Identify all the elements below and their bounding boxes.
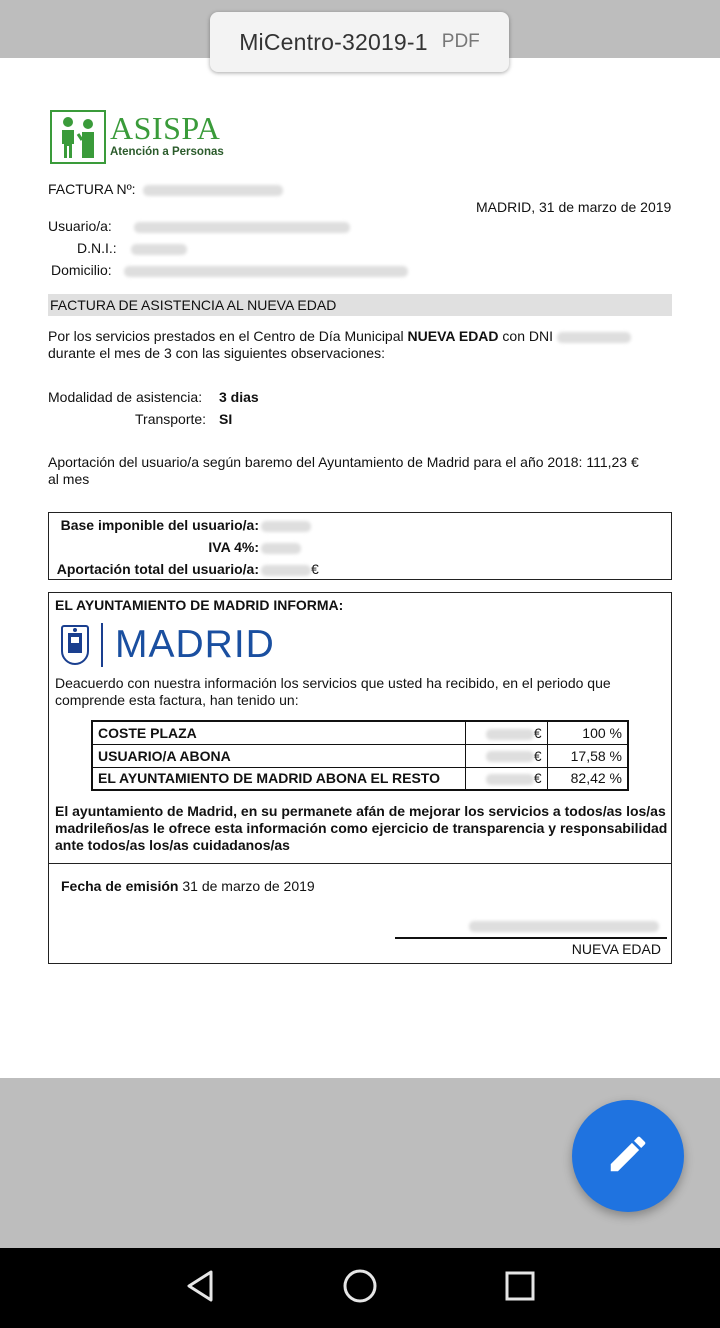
- totals-box: [48, 512, 672, 580]
- signature-line: [395, 937, 667, 939]
- row-percent: 100 %: [547, 721, 628, 744]
- city-info-box: [48, 592, 672, 964]
- recents-button[interactable]: [500, 1268, 540, 1308]
- total-value: [261, 561, 319, 578]
- base-value: [261, 517, 311, 534]
- asispa-logo-tagline: Atención a Personas: [110, 146, 224, 158]
- city-intro-line-1: Deacuerdo con nuestra información los servicios que usted ha recibido, en el periodo que: [55, 675, 611, 691]
- madrid-logo: [61, 623, 301, 667]
- iva-label: IVA 4%:: [208, 539, 259, 555]
- euro-sign: €: [533, 770, 542, 787]
- modality-value: 3 dias: [219, 389, 259, 405]
- redacted-amount: [486, 751, 534, 762]
- statement-line-3: ante todos/as los/as cuidadanos/as: [55, 837, 290, 853]
- document-title-chip[interactable]: [210, 12, 509, 72]
- row-amount: [465, 744, 547, 767]
- table-row: [92, 721, 628, 744]
- madrid-crest-icon: [61, 625, 89, 665]
- redacted-invoice-number: [143, 185, 283, 196]
- euro-sign: €: [311, 561, 319, 577]
- redacted-iva: [261, 543, 301, 554]
- statement-line-2: madrileños/as le ofrece esta información como ejercicio de transparencia y responsabilidad: [55, 820, 668, 836]
- iva-value: [261, 539, 301, 556]
- base-label: Base imponible del usuario/a:: [60, 517, 259, 533]
- back-button[interactable]: [180, 1268, 220, 1308]
- dni-row: [77, 240, 187, 257]
- redacted-address: [124, 266, 408, 277]
- redacted-user-name: [134, 222, 350, 233]
- intro-text: Por los servicios prestados en el Centro de Día Municipal: [48, 328, 408, 344]
- city-info-heading: EL AYUNTAMIENTO DE MADRID INFORMA:: [55, 597, 344, 613]
- asispa-figures-icon: [50, 110, 106, 164]
- madrid-logo-text: MADRID: [115, 623, 275, 666]
- row-label: EL AYUNTAMIENTO DE MADRID ABONA EL RESTO: [92, 767, 465, 790]
- issue-date-row: [61, 878, 315, 895]
- intro-line-2: durante el mes de 3 con las siguientes observaciones:: [48, 345, 385, 361]
- user-label: Usuario/a:: [48, 218, 112, 234]
- address-row: [51, 262, 408, 279]
- row-amount: [465, 767, 547, 790]
- euro-sign: €: [533, 724, 542, 741]
- back-triangle-icon: [183, 1269, 217, 1308]
- asispa-logo-name: ASISPA: [110, 110, 221, 146]
- redacted-signatory: [469, 921, 659, 932]
- issue-label: Fecha de emisión: [61, 878, 179, 894]
- invoice-number-row: [48, 181, 283, 198]
- dni-label: D.N.I.:: [77, 240, 117, 256]
- city-intro-line-2: comprende esta factura, han tenido un:: [55, 692, 299, 708]
- box-divider: [49, 863, 671, 864]
- statement-line-1: El ayuntamiento de Madrid, en su permanete afán de mejorar los servicios a todos/as los/as: [55, 803, 666, 819]
- redacted-dni: [131, 244, 187, 255]
- edit-pencil-icon: [605, 1131, 651, 1182]
- row-label: COSTE PLAZA: [92, 721, 465, 744]
- signature-org: NUEVA EDAD: [571, 941, 661, 957]
- redacted-amount: [486, 774, 534, 785]
- transport-value: SI: [219, 411, 233, 427]
- intro-line-1: [48, 328, 631, 345]
- row-percent: 17,58 %: [547, 744, 628, 767]
- issue-date: 31 de marzo de 2019: [182, 878, 315, 894]
- edit-fab-button[interactable]: [572, 1100, 684, 1212]
- row-amount: [465, 721, 547, 744]
- transport-label: Transporte:: [135, 411, 207, 427]
- center-name: NUEVA EDAD: [407, 328, 499, 344]
- user-row: [48, 218, 350, 235]
- asispa-logo: [50, 110, 230, 164]
- pdf-page: [0, 58, 720, 1078]
- row-percent: 82,42 %: [547, 767, 628, 790]
- services-table: [91, 720, 629, 791]
- redacted-base: [261, 521, 311, 532]
- modality-label: Modalidad de asistencia:: [48, 389, 203, 405]
- redacted-amount: [486, 729, 534, 740]
- row-label: USUARIO/A ABONA: [92, 744, 465, 767]
- invoice-number-label: FACTURA Nº:: [48, 181, 136, 197]
- contribution-line-2: al mes: [48, 471, 90, 487]
- recents-square-icon: [504, 1270, 536, 1307]
- redacted-dni-inline: [557, 332, 631, 343]
- section-title: FACTURA DE ASISTENCIA AL NUEVA EDAD: [48, 294, 672, 316]
- file-name: MiCentro-32019-1: [239, 28, 428, 55]
- madrid-logo-divider: [101, 623, 103, 667]
- euro-sign: €: [533, 747, 542, 764]
- system-nav-bar: [0, 1248, 720, 1328]
- home-circle-icon: [342, 1268, 378, 1309]
- redacted-total: [261, 565, 311, 576]
- place-date: MADRID, 31 de marzo de 2019: [476, 199, 672, 215]
- total-label: Aportación total del usuario/a:: [56, 561, 259, 577]
- home-button[interactable]: [340, 1268, 380, 1308]
- table-row: [92, 767, 628, 790]
- contribution-line-1: Aportación del usuario/a según baremo del Ayuntamiento de Madrid para el año 2018: 111,23 €: [48, 454, 639, 470]
- table-row: [92, 744, 628, 767]
- intro-dni-text: con DNI: [498, 328, 553, 344]
- file-type: PDF: [441, 31, 480, 52]
- address-label: Domicilio:: [51, 262, 112, 278]
